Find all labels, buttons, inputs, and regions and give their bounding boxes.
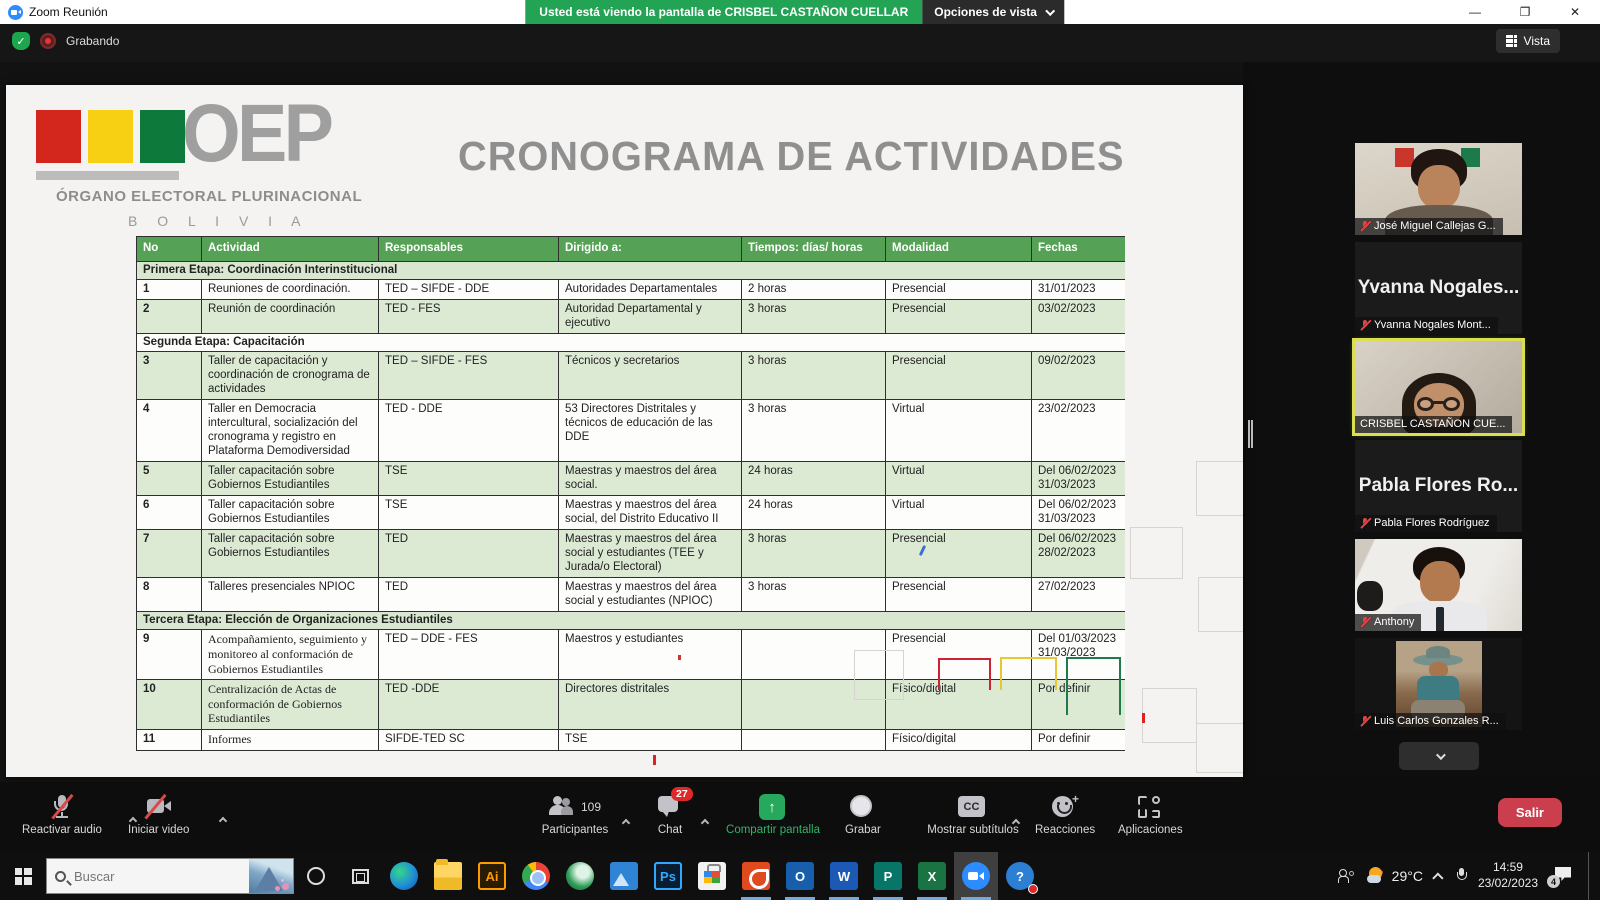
cell-dirigido: Técnicos y secretarios	[559, 352, 742, 400]
anyconnect-icon	[566, 862, 594, 890]
cell-responsables: TED -DDE	[379, 680, 559, 730]
cell-tiempo: 3 horas	[742, 352, 886, 400]
cell-fechas: 27/02/2023	[1032, 578, 1126, 612]
cell-no: 8	[137, 578, 202, 612]
anyconnect-taskbar-button[interactable]	[558, 852, 602, 900]
taskbar-search[interactable]	[46, 858, 294, 894]
cell-dirigido: Maestras y maestros del área social, del Distrito Educativo II	[559, 496, 742, 530]
cell-tiempo: 24 horas	[742, 462, 886, 496]
logo-yellow-square	[88, 110, 133, 163]
store-taskbar-button[interactable]	[690, 852, 734, 900]
cell-tiempo: 3 horas	[742, 578, 886, 612]
cell-dirigido: Maestras y maestros del área social y estudiantes (TEE y Jurada/o Electoral)	[559, 530, 742, 578]
cell-tiempo: 24 horas	[742, 496, 886, 530]
column-header: Responsables	[379, 237, 559, 262]
table-row	[137, 400, 1126, 462]
section-label: Primera Etapa: Coordinación Interinstitucional	[137, 262, 1126, 280]
cell-tiempo: 3 horas	[742, 300, 886, 334]
oep-logo	[36, 110, 186, 163]
reactions-icon: +	[1050, 794, 1080, 820]
meeting-info-bar	[0, 24, 1600, 62]
shared-screen	[6, 85, 1243, 777]
table-header-row	[137, 237, 1126, 262]
cell-responsables: TED - DDE	[379, 400, 559, 462]
table-section-row	[137, 612, 1126, 630]
participant-name-label: Yvanna Nogales Mont...	[1355, 317, 1498, 334]
chrome-taskbar-button[interactable]	[514, 852, 558, 900]
cell-no: 11	[137, 730, 202, 751]
logo-green-square	[140, 110, 185, 163]
cell-modalidad: Físico/digital	[886, 680, 1032, 730]
cell-modalidad: Virtual	[886, 400, 1032, 462]
pdf-app-icon	[742, 862, 770, 890]
cell-actividad: Taller capacitación sobre Gobiernos Estudiantiles	[202, 496, 379, 530]
windows-taskbar	[0, 852, 1600, 900]
participant-tiles	[1355, 143, 1525, 730]
maximize-button[interactable]: ❐	[1519, 5, 1531, 19]
people-tray-icon[interactable]	[1338, 869, 1354, 883]
alert-badge	[1028, 884, 1038, 894]
slide-scrollbar[interactable]	[1248, 420, 1253, 448]
cell-dirigido: Autoridades Departamentales	[559, 280, 742, 300]
zoom-logo-icon	[8, 5, 23, 20]
photos-taskbar-button[interactable]	[602, 852, 646, 900]
participant-display-name: Pabla Flores Ro...	[1358, 475, 1519, 496]
cell-modalidad: Presencial	[886, 300, 1032, 334]
participant-tile[interactable]	[1355, 143, 1522, 235]
scroll-down-button[interactable]	[1399, 742, 1479, 770]
tray-time: 14:59	[1492, 860, 1523, 875]
zoom-app-icon	[962, 862, 990, 890]
excel-taskbar-button[interactable]	[910, 852, 954, 900]
column-header: Tiempos: días/ horas	[742, 237, 886, 262]
slide-title: CRONOGRAMA DE ACTIVIDADES	[458, 133, 1125, 179]
table-row	[137, 352, 1126, 400]
participants-chevron-icon[interactable]	[622, 819, 630, 827]
participants-panel	[1243, 62, 1600, 782]
cell-no: 1	[137, 280, 202, 300]
apps-button[interactable]: Aplicaciones	[1118, 794, 1183, 836]
column-header: Actividad	[202, 237, 379, 262]
cell-fechas: Por definir	[1032, 680, 1126, 730]
edge-icon	[390, 862, 418, 890]
column-header: Fechas	[1032, 237, 1126, 262]
mic-muted-icon	[1360, 319, 1370, 331]
cell-actividad: Reuniones de coordinación.	[202, 280, 379, 300]
artifact-green-rect	[1066, 657, 1121, 715]
cell-dirigido: 53 Directores Distritales y técnicos de educación de las DDE	[559, 400, 742, 462]
column-header: Dirigido a:	[559, 237, 742, 262]
participant-name-label: CRISBEL CASTAÑON CUE...	[1355, 416, 1512, 433]
cell-no: 3	[137, 352, 202, 400]
cell-actividad: Reunión de coordinación	[202, 300, 379, 334]
table-row	[137, 462, 1126, 496]
artifact-ghost-square	[1196, 723, 1243, 773]
table-section-row	[137, 262, 1126, 280]
cell-modalidad: Presencial	[886, 630, 1032, 680]
tray-mic-icon[interactable]	[1457, 868, 1465, 884]
artifact-red-dot	[678, 655, 681, 660]
windows-logo-icon	[15, 868, 32, 885]
cell-no: 9	[137, 630, 202, 680]
reactions-button[interactable]: + Reacciones	[1035, 792, 1096, 836]
artifact-ghost-square	[1130, 527, 1183, 579]
cell-fechas: 23/02/2023	[1032, 400, 1126, 462]
cell-fechas: 09/02/2023	[1032, 352, 1126, 400]
cell-responsables: TED	[379, 578, 559, 612]
mic-muted-icon	[1360, 517, 1370, 529]
cell-tiempo	[742, 730, 886, 751]
artifact-ghost-square	[854, 650, 904, 700]
outlook-taskbar-button[interactable]	[778, 852, 822, 900]
store-icon	[698, 862, 726, 890]
mic-muted-icon	[1360, 715, 1370, 727]
word-icon: W	[830, 862, 858, 890]
chevron-down-icon	[1045, 6, 1055, 16]
zoom-app-taskbar-button[interactable]	[954, 852, 998, 900]
cell-tiempo: 3 horas	[742, 530, 886, 578]
cell-responsables: TED – SIFDE - DDE	[379, 280, 559, 300]
illustrator-icon: Ai	[478, 862, 506, 890]
weather-widget[interactable]	[1367, 867, 1423, 885]
temperature: 29°C	[1391, 868, 1423, 884]
section-label: Tercera Etapa: Elección de Organizaciones Estudiantiles	[137, 612, 1126, 630]
chat-button[interactable]: 27 Chat	[640, 794, 700, 836]
cell-modalidad: Presencial	[886, 352, 1032, 400]
word-taskbar-button[interactable]	[822, 852, 866, 900]
cell-fechas: Del 01/03/2023 31/03/2023	[1032, 630, 1126, 680]
publisher-taskbar-button[interactable]	[866, 852, 910, 900]
captions-icon: CC	[958, 794, 988, 820]
cell-tiempo: 3 horas	[742, 400, 886, 462]
cell-fechas: Del 06/02/2023 28/02/2023	[1032, 530, 1126, 578]
search-input[interactable]	[74, 869, 204, 884]
hidden-icons-chevron-icon[interactable]	[1432, 872, 1443, 883]
participant-tile[interactable]	[1355, 539, 1522, 631]
column-header: No	[137, 237, 202, 262]
cell-responsables: SIFDE-TED SC	[379, 730, 559, 751]
pdf-app-taskbar-button[interactable]	[734, 852, 778, 900]
publisher-icon: P	[874, 862, 902, 890]
participant-tile[interactable]	[1355, 242, 1522, 334]
cell-responsables: TED – DDE - FES	[379, 630, 559, 680]
participant-name-label: Anthony	[1355, 614, 1421, 631]
task-view-icon	[352, 869, 369, 884]
cell-fechas: 03/02/2023	[1032, 300, 1126, 334]
country-name: B O L I V I A	[128, 213, 309, 229]
cell-dirigido: Autoridad Departamental y ejecutivo	[559, 300, 742, 334]
photoshop-icon: Ps	[654, 862, 682, 890]
table-row	[137, 578, 1126, 612]
search-daily-image	[249, 859, 293, 893]
table-row	[137, 300, 1126, 334]
apps-icon	[1135, 794, 1165, 820]
participant-name-label: Luis Carlos Gonzales R...	[1355, 713, 1506, 730]
window-title: Zoom Reunión	[29, 5, 108, 19]
help-icon: ?	[1006, 862, 1034, 890]
cell-dirigido: Maestras y maestros del área social y estudiantes (NPIOC)	[559, 578, 742, 612]
cell-dirigido: Maestros y estudiantes	[559, 630, 742, 680]
outlook-icon: O	[786, 862, 814, 890]
cell-tiempo: 2 horas	[742, 280, 886, 300]
cell-modalidad: Virtual	[886, 462, 1032, 496]
weather-icon	[1367, 867, 1385, 885]
tray-date: 23/02/2023	[1477, 876, 1538, 890]
close-button[interactable]: ✕	[1569, 5, 1581, 19]
photoshop-taskbar-button[interactable]	[646, 852, 690, 900]
start-video-button[interactable]: Iniciar video	[128, 794, 189, 836]
cell-modalidad: Virtual	[886, 496, 1032, 530]
participant-tile[interactable]	[1355, 638, 1522, 730]
cell-fechas: 31/01/2023	[1032, 280, 1126, 300]
notification-badge: 4	[1547, 875, 1560, 888]
cell-no: 6	[137, 496, 202, 530]
grid-view-icon	[1506, 35, 1518, 47]
taskbar-clock[interactable]	[1478, 860, 1538, 891]
cell-fechas: Del 06/02/2023 31/03/2023	[1032, 496, 1126, 530]
participants-button[interactable]: 109 Participantes	[520, 794, 630, 836]
minimize-button[interactable]: —	[1469, 5, 1481, 19]
cell-dirigido: Directores distritales	[559, 680, 742, 730]
task-view-button[interactable]	[338, 852, 382, 900]
cell-responsables: TED - FES	[379, 300, 559, 334]
photos-icon	[610, 862, 638, 890]
cell-actividad: Centralización de Actas de conformación de Gobiernos Estudiantiles	[202, 680, 379, 730]
chrome-icon	[522, 862, 550, 890]
artifact-ghost-square	[1142, 688, 1197, 743]
logo-red-square	[36, 110, 81, 163]
window-title-bar	[0, 0, 1600, 24]
search-icon	[55, 871, 66, 882]
cell-actividad: Talleres presenciales NPIOC	[202, 578, 379, 612]
cell-responsables: TSE	[379, 462, 559, 496]
cell-actividad: Acompañamiento, seguimiento y monitoreo al conformación de Gobiernos Estudiantiles	[202, 630, 379, 680]
mic-muted-icon	[1360, 220, 1370, 232]
cell-modalidad: Presencial	[886, 280, 1032, 300]
cell-no: 10	[137, 680, 202, 730]
chevron-down-icon	[1435, 750, 1445, 760]
table-row	[137, 530, 1126, 578]
cell-actividad: Taller en Democracia intercultural, socialización del cronograma y registro en Plataforma Demodiversidad	[202, 400, 379, 462]
cell-actividad: Informes	[202, 730, 379, 751]
cell-modalidad: Presencial	[886, 578, 1032, 612]
cell-modalidad: Físico/digital	[886, 730, 1032, 751]
cortana-icon	[307, 867, 325, 885]
cell-dirigido: TSE	[559, 730, 742, 751]
chat-badge: 27	[671, 787, 693, 801]
cell-no: 5	[137, 462, 202, 496]
zoom-toolbar	[0, 782, 1600, 852]
artifact-yellow-rect	[1000, 657, 1057, 690]
cell-no: 7	[137, 530, 202, 578]
start-button[interactable]	[0, 852, 46, 900]
cell-no: 4	[137, 400, 202, 462]
excel-icon: X	[918, 862, 946, 890]
cell-fechas: Por definir	[1032, 730, 1126, 751]
column-header: Modalidad	[886, 237, 1032, 262]
participant-name-label: José Miguel Callejas G...	[1355, 218, 1503, 235]
share-screen-icon: ↑	[758, 794, 788, 820]
table-row	[137, 280, 1126, 300]
cell-responsables: TED – SIFDE - FES	[379, 352, 559, 400]
action-center-button[interactable]	[1551, 867, 1571, 885]
cell-actividad: Taller capacitación sobre Gobiernos Estudiantiles	[202, 530, 379, 578]
cell-responsables: TSE	[379, 496, 559, 530]
captions-button[interactable]: CC Mostrar subtítulos	[918, 794, 1028, 836]
cell-responsables: TED	[379, 530, 559, 578]
section-label: Segunda Etapa: Capacitación	[137, 334, 1126, 352]
table-section-row	[137, 334, 1126, 352]
cell-actividad: Taller capacitación sobre Gobiernos Estudiantiles	[202, 462, 379, 496]
record-button[interactable]: Grabar	[845, 794, 881, 836]
artifact-ghost-square	[1196, 461, 1243, 516]
record-icon	[848, 794, 878, 820]
help-taskbar-button[interactable]	[998, 852, 1042, 900]
cortana-button[interactable]	[294, 852, 338, 900]
artifact-ghost-square	[1198, 577, 1243, 632]
illustrator-taskbar-button[interactable]	[470, 852, 514, 900]
video-options-chevron-icon[interactable]	[219, 817, 227, 825]
vista-button[interactable]: Vista	[1496, 29, 1560, 53]
file-explorer-taskbar-button[interactable]	[426, 852, 470, 900]
cell-dirigido: Maestras y maestros del área social.	[559, 462, 742, 496]
view-options-button[interactable]: Opciones de vista	[922, 0, 1064, 24]
screen-share-banner: Usted está viendo la pantalla de CRISBEL CASTAÑON CUELLAR	[525, 0, 922, 24]
mic-muted-icon	[47, 794, 77, 820]
leave-button[interactable]: Salir	[1498, 798, 1562, 827]
taskbar-apps	[382, 852, 1042, 900]
edge-taskbar-button[interactable]	[382, 852, 426, 900]
participant-name-label: Pabla Flores Rodríguez	[1355, 515, 1497, 532]
system-tray	[1338, 852, 1600, 900]
org-name: ÓRGANO ELECTORAL PLURINACIONAL	[56, 188, 363, 205]
show-desktop-button[interactable]	[1588, 852, 1594, 900]
file-explorer-icon	[434, 862, 462, 890]
unmute-button[interactable]: Reactivar audio	[22, 794, 102, 836]
table-row	[137, 496, 1126, 530]
participant-tile[interactable]	[1355, 341, 1522, 433]
participants-count: 109	[580, 800, 602, 814]
chat-chevron-icon[interactable]	[701, 819, 709, 827]
recording-icon	[40, 33, 56, 49]
participant-tile[interactable]	[1355, 440, 1522, 532]
artifact-red-rect	[938, 658, 991, 690]
cell-modalidad: Presencial	[886, 530, 1032, 578]
cell-fechas: Del 06/02/2023 31/03/2023	[1032, 462, 1126, 496]
share-screen-button[interactable]: ↑ Compartir pantalla	[718, 794, 828, 836]
cell-no: 2	[137, 300, 202, 334]
oep-acronym: OEP	[182, 88, 331, 179]
recording-label: Grabando	[66, 34, 120, 48]
logo-underline	[36, 171, 179, 180]
participant-display-name: Yvanna Nogales...	[1357, 277, 1520, 298]
security-shield-icon[interactable]: ✓	[12, 32, 30, 50]
artifact-red-mark	[653, 755, 656, 765]
participants-icon	[549, 794, 575, 820]
camera-off-icon	[144, 794, 174, 820]
table-row	[137, 730, 1126, 751]
mic-muted-icon	[1360, 616, 1370, 628]
cell-actividad: Taller de capacitación y coordinación de cronograma de actividades	[202, 352, 379, 400]
artifact-red-mark	[1142, 713, 1145, 723]
